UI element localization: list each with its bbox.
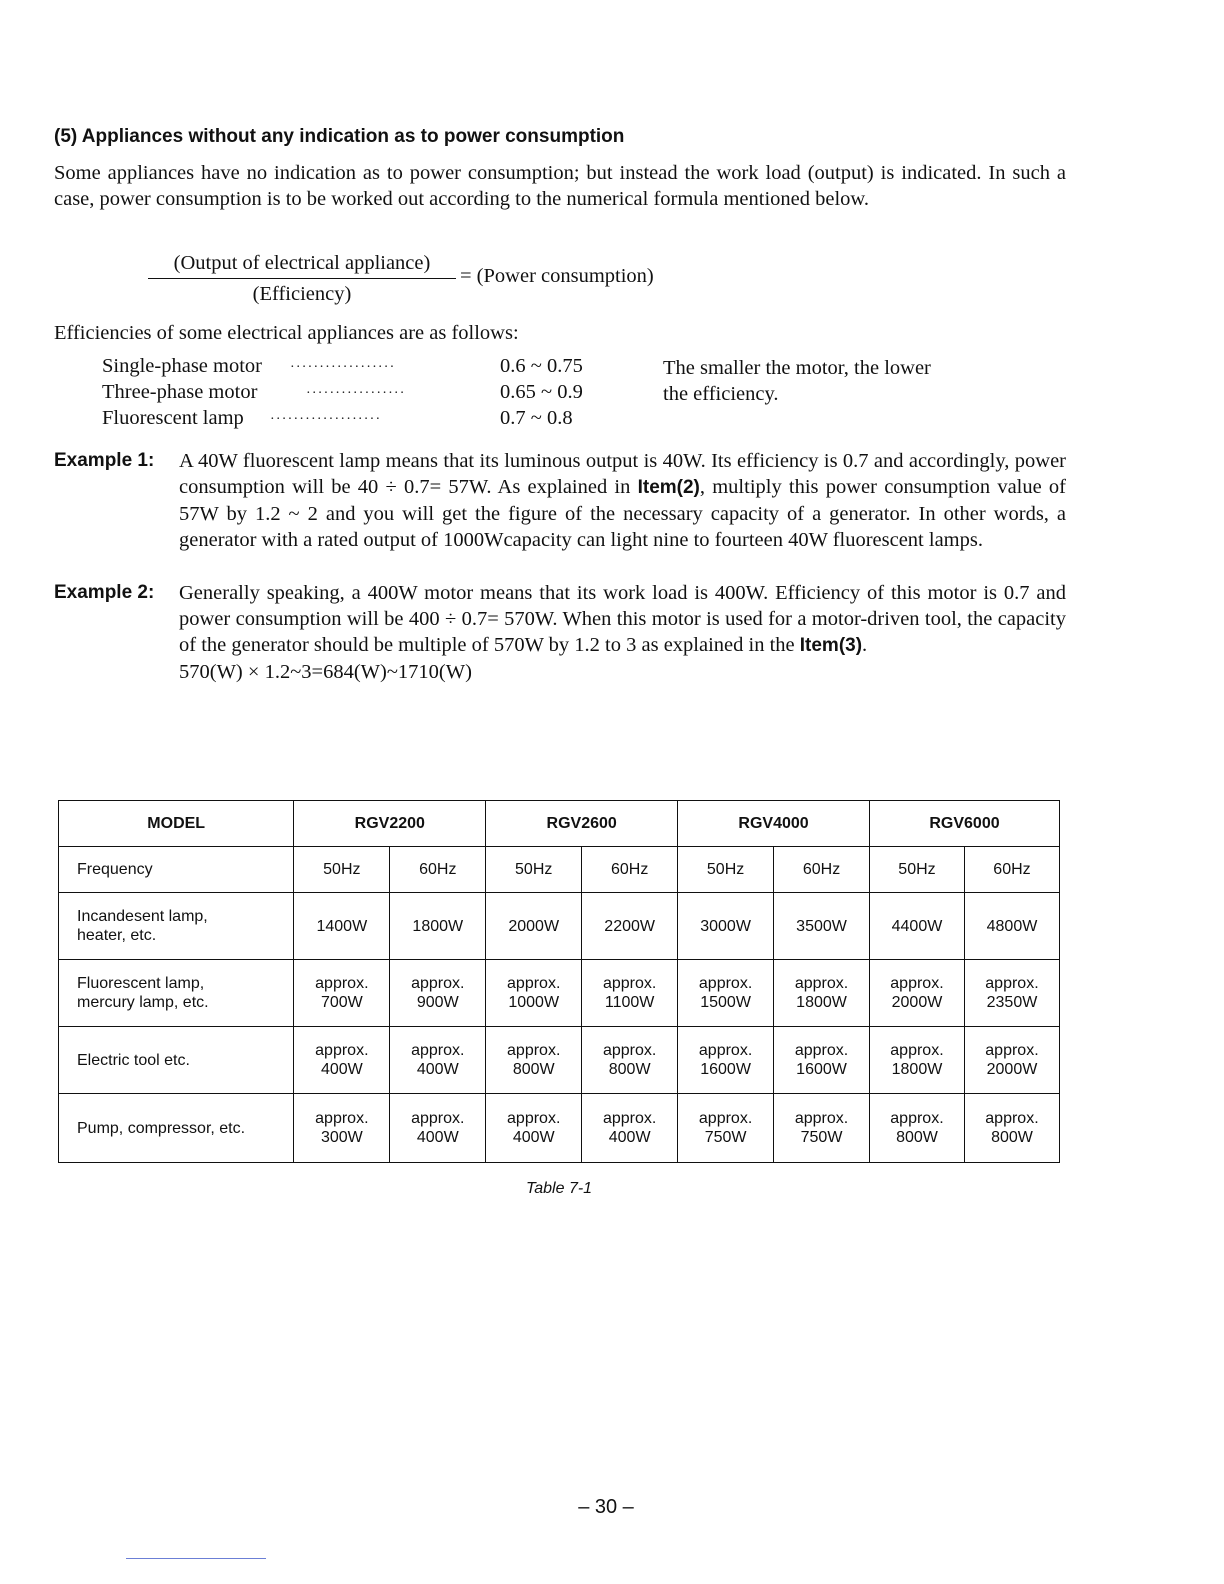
table-cell: 60Hz [964, 847, 1059, 893]
row-label: Frequency [59, 847, 294, 893]
footer-rule [126, 1558, 266, 1559]
formula-result: = (Power consumption) [460, 265, 654, 287]
table-cell: 2200W [582, 893, 678, 960]
leader-dots: ··················· [270, 412, 382, 427]
example-text [179, 580, 1066, 685]
table-cell: approx. 2000W [964, 1027, 1059, 1094]
example-text-part: , multiply this power consumption value of 57W by 1.2 ~ 2 and you will get the figure of the necessary capacity of a generator. In other words, a generator with a rated output of 1000Wcapacity can light nine to fourteen 40W fluorescent lamps. [179, 476, 1066, 551]
example-text-part: . [862, 634, 868, 656]
table-cell: 1400W [294, 893, 390, 960]
model-header: RGV2600 [486, 801, 678, 847]
table-cell: approx. 750W [678, 1094, 774, 1163]
table-cell: 50Hz [678, 847, 774, 893]
efficiency-name: Fluorescent lamp [102, 407, 244, 429]
fraction-bar [148, 278, 456, 279]
table-cell: approx. 1800W [870, 1027, 965, 1094]
model-header: RGV4000 [678, 801, 870, 847]
table-cell: 60Hz [774, 847, 870, 893]
table-cell: approx. 800W [964, 1094, 1059, 1163]
example-calculation: 570(W) × 1.2~3=684(W)~1710(W) [179, 661, 472, 683]
table-cell: approx. 900W [390, 960, 486, 1027]
table-cell: 60Hz [582, 847, 678, 893]
table-cell: 50Hz [870, 847, 965, 893]
table-cell: approx. 800W [582, 1027, 678, 1094]
example-label: Example 1: [54, 450, 155, 471]
table-cell: approx. 1500W [678, 960, 774, 1027]
efficiency-intro: Efficiencies of some electrical appliances are as follows: [54, 322, 519, 344]
efficiency-row [102, 407, 662, 433]
table-cell: approx. 1100W [582, 960, 678, 1027]
table-cell: 4800W [964, 893, 1059, 960]
item-reference: Item(3) [799, 635, 863, 656]
efficiency-value: 0.7 ~ 0.8 [500, 407, 573, 429]
efficiency-row [102, 381, 662, 407]
table-row [59, 847, 1060, 893]
table-cell: approx. 1600W [678, 1027, 774, 1094]
table-cell: approx. 1000W [486, 960, 582, 1027]
table-caption: Table 7-1 [525, 1180, 593, 1197]
row-label: Incandesent lamp, heater, etc. [59, 893, 294, 960]
table-cell: approx. 400W [390, 1094, 486, 1163]
table-cell: 3000W [678, 893, 774, 960]
table-cell: approx. 750W [774, 1094, 870, 1163]
formula-numerator: (Output of electrical appliance) [173, 252, 431, 274]
table-cell: approx. 700W [294, 960, 390, 1027]
model-header: RGV6000 [870, 801, 1060, 847]
table-cell: approx. 2000W [870, 960, 965, 1027]
item-reference: Item(2) [637, 477, 700, 498]
formula-fraction [148, 250, 456, 307]
table-row [59, 893, 1060, 960]
example-text-part: Generally speaking, a 400W motor means that its work load is 400W. Efficiency of this motor is 0.7 and power consumption will be 400 ÷ 0.7= 570W. When this motor is used for a motor-driven tool, the capacity of the generator should be multiple of 570W by 1.2 to 3 as explained in the [179, 582, 1066, 656]
table-cell: approx. 400W [486, 1094, 582, 1163]
model-header: RGV2200 [294, 801, 486, 847]
row-label: Fluorescent lamp, mercury lamp, etc. [59, 960, 294, 1027]
table-cell: approx. 800W [486, 1027, 582, 1094]
example-label: Example 2: [54, 582, 155, 603]
table-cell: approx. 800W [870, 1094, 965, 1163]
leader-dots: ·················· [290, 360, 396, 375]
table-cell: approx. 400W [294, 1027, 390, 1094]
example-text-part: A 40W fluorescent lamp means that its luminous output is 40W. Its efficiency is 0.7 and accordingly, power consumption will be 40 ÷ 0.7= 57W. As explained in [179, 450, 1066, 498]
leader-dots: ················· [306, 386, 406, 401]
model-header: MODEL [59, 801, 294, 847]
efficiency-note: The smaller the motor, the lower the efficiency. [663, 357, 931, 405]
table-cell: approx. 1800W [774, 960, 870, 1027]
table-cell: 3500W [774, 893, 870, 960]
example-text [179, 448, 1066, 553]
table-row [59, 960, 1060, 1027]
efficiency-value: 0.65 ~ 0.9 [500, 381, 583, 403]
table-cell: 60Hz [390, 847, 486, 893]
row-label: Pump, compressor, etc. [59, 1094, 294, 1163]
section-heading: (5) Appliances without any indication as to power consumption [54, 126, 625, 147]
row-label: Electric tool etc. [59, 1027, 294, 1094]
page-number: – 30 – [578, 1496, 634, 1518]
table-header-row [59, 801, 1060, 847]
table-cell: approx. 2350W [964, 960, 1059, 1027]
efficiency-row [102, 355, 662, 381]
table-cell: approx. 400W [582, 1094, 678, 1163]
table-cell: 4400W [870, 893, 965, 960]
table-cell: 50Hz [486, 847, 582, 893]
table-cell: approx. 1600W [774, 1027, 870, 1094]
generator-capacity-table [58, 800, 1060, 1163]
efficiency-name: Three-phase motor [102, 381, 258, 403]
table-cell: 50Hz [294, 847, 390, 893]
intro-paragraph: Some appliances have no indication as to power consumption; but instead the work load (output) is indicated. In such a case, power consumption is to be worked out according to the numerical formula mentioned below. [54, 162, 1066, 210]
table-cell: approx. 300W [294, 1094, 390, 1163]
table-cell: 1800W [390, 893, 486, 960]
efficiency-value: 0.6 ~ 0.75 [500, 355, 583, 377]
formula-denominator: (Efficiency) [252, 283, 352, 305]
table-cell: 2000W [486, 893, 582, 960]
efficiency-name: Single-phase motor [102, 355, 262, 377]
table-row [59, 1027, 1060, 1094]
table-cell: approx. 400W [390, 1027, 486, 1094]
table-row [59, 1094, 1060, 1163]
